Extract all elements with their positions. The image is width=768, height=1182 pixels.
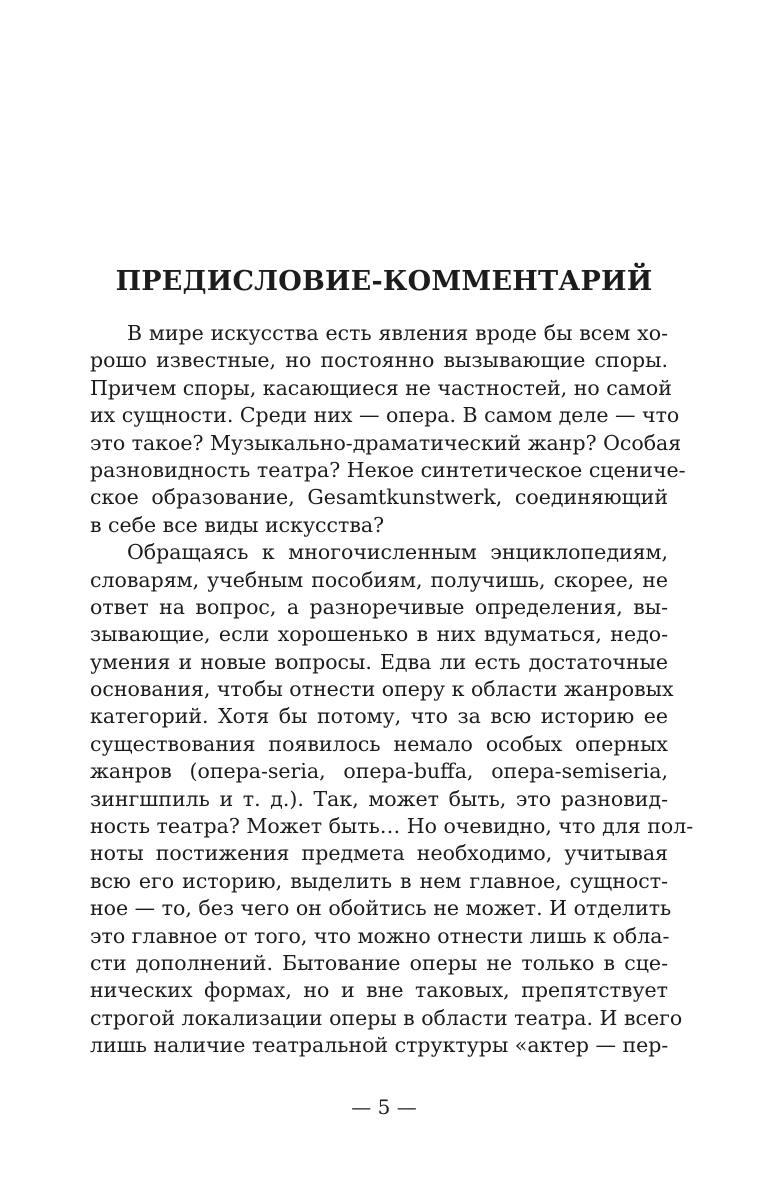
text-line: всю его историю, выделить в нем главное, сущност- [90,868,668,893]
text-line: ное — то, без чего он обойтись не может. И отделить [90,896,672,921]
text-line: ское образование, Gesamtkunstwerk, соединяющий [90,485,668,510]
text-line: Причем споры, касающиеся не частностей, но самой [90,375,672,400]
page-number: — 5 — [351,1095,417,1119]
text-line: в себе все виды искусства? [90,512,385,537]
body-text [90,320,694,1060]
text-line: умения и новые вопросы. Едва ли есть достаточные [90,649,668,674]
text-line: основания, чтобы отнести оперу к области жанровых [90,677,674,702]
text-line: ответ на вопрос, а разноречивые определения, вы- [90,594,668,619]
text-line: их сущности. Среди них — опера. В самом деле — что [90,403,680,428]
text-line: существования появилось немало особых оперных [90,731,668,756]
text-line: зингшпиль и т. д.). Так, может быть, это разновид- [90,786,668,811]
text-line: это такое? Музыкально-драматический жанр? Особая [90,430,682,455]
text-line: рошо известные, но постоянно вызывающие споры. [90,348,668,373]
text-line: это главное от того, что можно отнести лишь к обла- [90,923,670,948]
text-line: категорий. Хотя бы потому, что за всю историю ее [90,704,668,729]
text-line: зывающие, если хорошенько в них вдуматься, недо- [90,622,668,647]
text-line: сти дополнений. Бытование оперы не только в сце- [90,950,668,975]
text-line: разновидность театра? Некое синтетическое сцениче- [90,457,686,482]
text-line: лишь наличие театральной структуры «актер — пер- [90,1033,669,1058]
text-line: словарям, учебным пособиям, получишь, скорее, не [90,567,668,592]
text-line: Обращаясь к многочисленным энциклопедиям, [127,540,668,565]
text-line: строгой локализации оперы в области театра. И всего [90,1005,683,1030]
text-line: жанров (опера-seria, опера-buffa, опера-semiseria, [90,759,668,784]
text-line: ность театра? Может быть… Но очевидно, что для пол- [90,814,694,839]
chapter-title: ПРЕДИСЛОВИЕ-КОММЕНТАРИЙ [115,266,653,297]
text-line: ноты постижения предмета необходимо, учитывая [90,841,668,866]
text-line: В мире искусства есть явления вроде бы всем хо- [127,321,668,345]
text-line: нических формах, но и вне таковых, препятствует [90,978,668,1003]
